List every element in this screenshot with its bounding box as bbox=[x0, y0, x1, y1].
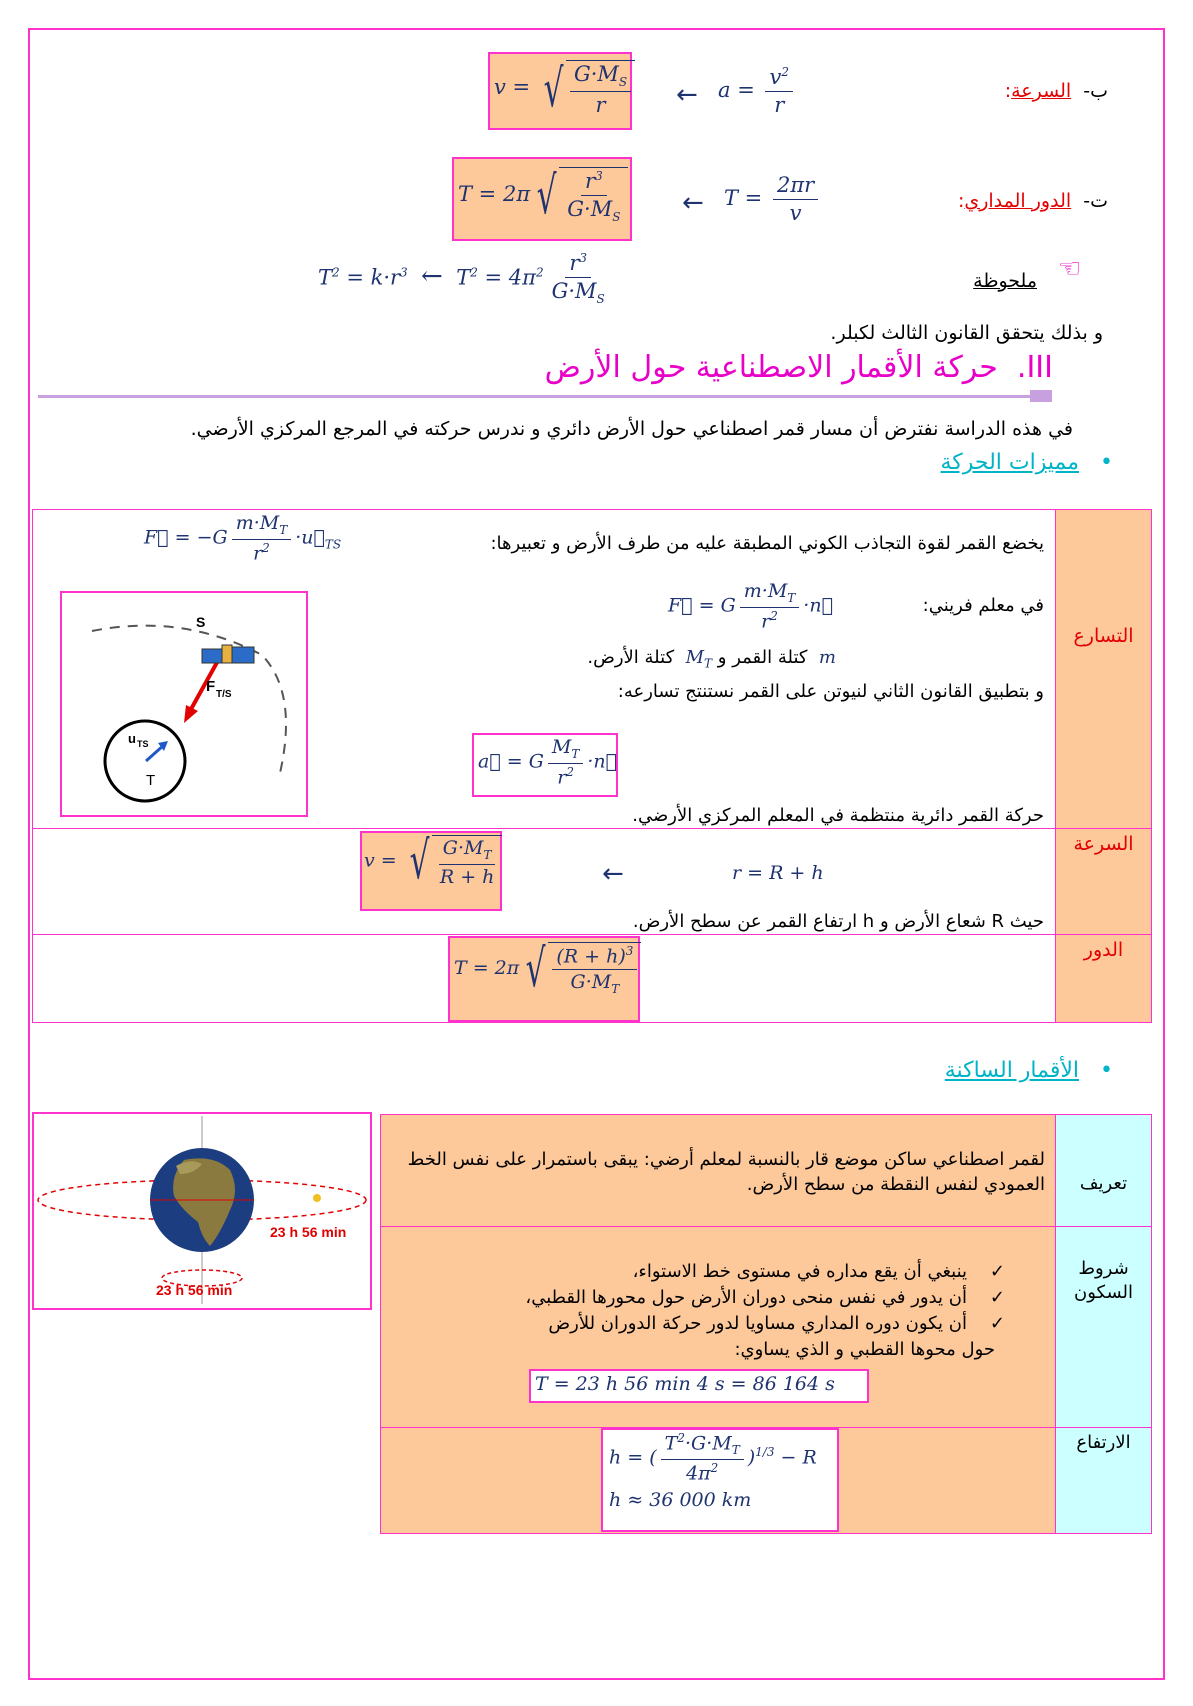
conditions-content-cell bbox=[380, 1226, 1056, 1428]
speed-result-box: v = √ $\frac{G\cdot M_S}{r}$ bbox=[488, 52, 632, 130]
def-header: تعريف bbox=[1079, 1173, 1128, 1194]
altitude-approx: h ≈ 36 000 km bbox=[609, 1488, 752, 1511]
accel-header-cell bbox=[1055, 509, 1152, 829]
part3-heading: III. حركة الأقمار الاصطناعية حول الأرض bbox=[544, 350, 1053, 385]
speed-header: السرعة bbox=[1073, 833, 1134, 855]
def-text: لقمر اصطناعي ساكن موضع قار بالنسبة لمعلم أرضي: يبقى باستمرار على نفس الخط العمودي لنفس النقطة من سطح الأرض. bbox=[407, 1149, 1045, 1196]
condition-item: ✓ أن يكون دوره المداري مساويا لدور حركة الدوران للأرض bbox=[548, 1313, 1005, 1335]
intro-text: في هذه الدراسة نفترض أن مسار قمر اصطناعي حول الأرض دائري و ندرس حركته في المرجع المركزي الأرضي. bbox=[190, 418, 1073, 440]
conditions-list bbox=[381, 1227, 1055, 1363]
altitude-header-cell bbox=[1055, 1427, 1152, 1534]
label-t: T bbox=[146, 772, 156, 789]
satellite-icon bbox=[313, 1194, 321, 1202]
orbit-period-label-1: 23 h 56 min bbox=[270, 1224, 347, 1240]
conditions-header-cell bbox=[1055, 1226, 1152, 1428]
label-force: F bbox=[206, 678, 216, 695]
accel-result-box: a⃗ = G $\frac{M_T}{r^2}$ ·n⃗ bbox=[472, 733, 618, 797]
condition-item: ✓ ينبغي أن يقع مداره في مستوى خط الاستواء، bbox=[632, 1261, 1005, 1282]
sidereal-period-box: T = 23 h 56 min 4 s = 86 164 s bbox=[529, 1369, 869, 1403]
geostationary-figure bbox=[32, 1112, 372, 1310]
geostationary-table bbox=[380, 1114, 1152, 1534]
satellite-orbit-figure bbox=[60, 591, 308, 817]
period-header: الدور bbox=[1083, 939, 1124, 961]
force-frenet-formula: F⃗ = G $\frac{m\cdot M_T}{r^2}$ ·n⃗ bbox=[668, 580, 833, 633]
kepler-formula: $T^2 = k\cdot r^3$ ← $T^2 = 4\pi^2$ $\frac{r^3}{G\cdot M_S}$ bbox=[318, 251, 605, 307]
period-formula: T = $\frac{2\pi r}{v}$ bbox=[724, 174, 822, 225]
arrow-left-icon: ← bbox=[602, 859, 624, 889]
pointing-hand-icon: ☜ bbox=[1058, 254, 1082, 284]
accel-line3: m كتلة القمر و $M_T$ كتلة الأرض. bbox=[587, 647, 836, 671]
arrow-left-icon: ← bbox=[676, 80, 698, 110]
force-formula: F⃗ = −G $\frac{m\cdot M_T}{r^2}$ $\cdot u⃗_{TS}$ bbox=[144, 512, 342, 565]
accel-line1: يخضع القمر لقوة التجاذب الكوني المطبقة عليه من طرف الأرض و تعبيرها: bbox=[490, 533, 1044, 554]
note-title: ملحوظة bbox=[973, 270, 1037, 292]
altitude-header: الارتفاع bbox=[1076, 1432, 1131, 1453]
speed-note: حيث R شعاع الأرض و h ارتفاع القمر عن سطح الأرض. bbox=[632, 911, 1044, 932]
period-result-box: T = 2π √ $\frac{r^3}{G\cdot M_S}$ bbox=[452, 157, 632, 241]
motion-table bbox=[32, 509, 1152, 1023]
label-u: u bbox=[128, 731, 136, 746]
force-arrow bbox=[190, 657, 220, 711]
def-header-cell bbox=[1055, 1114, 1152, 1227]
accel-line5: حركة القمر دائرية منتظمة في المعلم المركزي الأرضي. bbox=[632, 805, 1044, 826]
part3-rule bbox=[38, 395, 1052, 398]
part3-rule-end bbox=[1030, 390, 1052, 402]
period-header-cell bbox=[1055, 934, 1152, 1023]
label-force-sub: T/S bbox=[216, 689, 232, 700]
orbit-period-label-2: 23 h 56 min bbox=[156, 1282, 233, 1298]
condition-item: ✓ أن يدور في نفس منحى دوران الأرض حول محورها القطبي، bbox=[525, 1287, 1005, 1309]
label-u-sub: TS bbox=[137, 739, 149, 749]
def-content-cell bbox=[380, 1114, 1056, 1227]
section-t-heading: ت- الدور المداري: bbox=[957, 190, 1108, 212]
accel-line4: و بتطبيق القانون الثاني لنيوتن على القمر نستنتج تسارعه: bbox=[617, 681, 1044, 702]
kepler-line: و بذلك يتحقق القانون الثالث لكبلر. bbox=[830, 322, 1103, 344]
altitude-box: h = ( $\frac{T^2\cdot G\cdot M_T}{4\pi^2}$ )$^{1/3}$ − R h ≈ 36 000 km bbox=[601, 1428, 839, 1532]
accel-line2: في معلم فريني: bbox=[922, 595, 1044, 616]
speed-header-cell bbox=[1055, 828, 1152, 935]
accel-header: التسارع bbox=[1073, 625, 1134, 647]
earth-orbit-diagram bbox=[34, 1114, 370, 1308]
radius-formula: r = R + h bbox=[732, 862, 824, 884]
orbital-period-box: T = 2π √ $\frac{(R + h)^3}{G\cdot M_T}$ bbox=[448, 936, 640, 1022]
conditions-header: شروط السكون bbox=[1073, 1258, 1133, 1304]
orbital-speed-box: v = √ $\frac{G\cdot M_T}{R + h}$ bbox=[360, 831, 502, 911]
bullet-motion: • مميزات الحركة bbox=[940, 450, 1113, 475]
bullet-geostationary: • الأقمار الساكنة bbox=[944, 1058, 1113, 1083]
arrow-left-icon: ← bbox=[682, 188, 704, 218]
satellite-orbit-diagram bbox=[62, 593, 306, 815]
label-s: S bbox=[196, 614, 206, 630]
conditions-tail: حول محوها القطبي و الذي يساوي: bbox=[734, 1339, 995, 1361]
section-b-heading: ب- السرعة: bbox=[1004, 80, 1108, 102]
altitude-content-cell bbox=[380, 1427, 1056, 1534]
accel-formula: a = $\frac{v^2}{r}$ bbox=[718, 66, 797, 117]
